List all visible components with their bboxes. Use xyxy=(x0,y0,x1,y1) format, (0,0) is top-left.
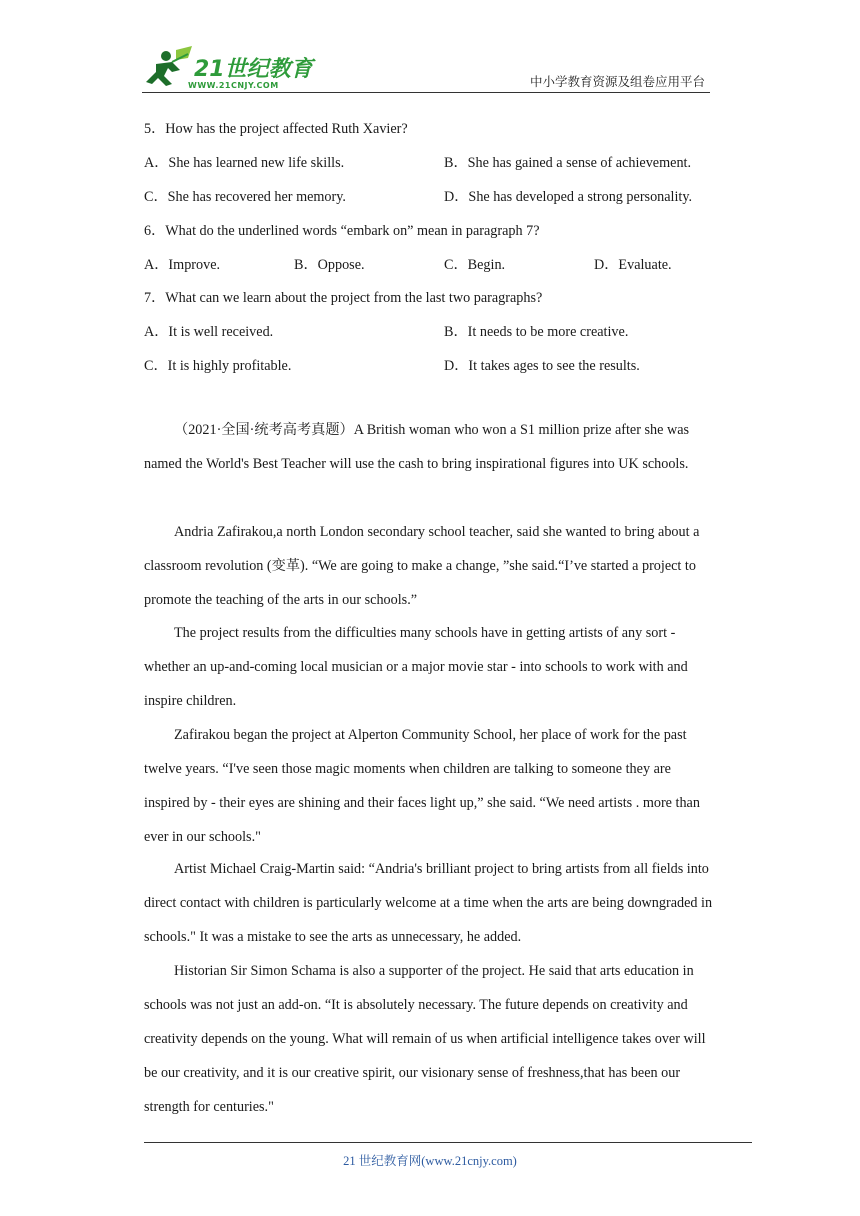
logo-text: 21世纪教育 xyxy=(194,57,313,82)
option: D．It takes ages to see the results. xyxy=(444,358,640,374)
runner-icon xyxy=(146,46,192,86)
question-stem: 7．What can we learn about the project from the last two paragraphs? xyxy=(144,290,543,306)
passage-paragraph: Zafirakou began the project at Alperton Community School, her place of work for the past twelve years. “I've seen those magic moments when children are talking to someone they are inspired by - their eyes are shining and their faces light up,” she said. “We need artists . more than ever in our schools." xyxy=(144,727,700,845)
option: A．It is well received. xyxy=(144,324,274,340)
site-logo xyxy=(142,44,317,92)
platform-label: 中小学教育资源及组卷应用平台 xyxy=(530,75,706,89)
option: B．Oppose. xyxy=(294,257,365,273)
question-stem: 6．What do the underlined words “embark on” mean in paragraph 7? xyxy=(144,223,540,239)
option: A．Improve. xyxy=(144,257,221,273)
passage-paragraph: （2021·全国·统考高考真题）A British woman who won a S1 million prize after she was named the World's Best Teacher will use the cash to bring inspirational figures into UK schools. xyxy=(144,422,690,472)
footer-divider xyxy=(144,1142,752,1143)
footer-link[interactable]: 21 世纪教育网(www.21cnjy.com) xyxy=(343,1154,517,1168)
option: B．It needs to be more creative. xyxy=(444,324,629,340)
option: C．She has recovered her memory. xyxy=(144,189,346,205)
option: A．She has learned new life skills. xyxy=(144,155,345,171)
question-stem: 5．How has the project affected Ruth Xavier? xyxy=(144,121,408,137)
option: C．It is highly profitable. xyxy=(144,358,292,374)
option: C．Begin. xyxy=(444,257,506,273)
option: D．She has developed a strong personality. xyxy=(444,189,693,205)
passage-paragraph: Historian Sir Simon Schama is also a supporter of the project. He said that arts education in schools was not just an add-on. “It is absolutely necessary. The future depends on creativity and creativity depends on the young. What will remain of us when artificial intelligence takes over will be our creativity, and it is our creative spirit, our visionary sense of freshness,that has been our strength for centuries." xyxy=(144,963,706,1115)
passage-paragraph: Andria Zafirakou,a north London secondary school teacher, said she wanted to bring about a classroom revolution (变革). “We are going to make a change, ”she said.“I’ve started a project to promote the teaching of the arts in our schools.” xyxy=(144,524,700,608)
passage-paragraph: The project results from the difficulties many schools have in getting artists of any sort - whether an up-and-coming local musician or a major movie star - into schools to work with and inspire children. xyxy=(144,625,688,709)
passage-paragraph: Artist Michael Craig-Martin said: “Andria's brilliant project to bring artists from all fields into direct contact with children is particularly welcome at a time when the arts are being downgraded in schools." It was a mistake to see the arts as unnecessary, he added. xyxy=(144,861,713,945)
header-divider xyxy=(142,92,710,93)
option: B．She has gained a sense of achievement. xyxy=(444,155,692,171)
logo-url: WWW.21CNJY.COM xyxy=(188,81,279,90)
option: D．Evaluate. xyxy=(594,257,672,273)
